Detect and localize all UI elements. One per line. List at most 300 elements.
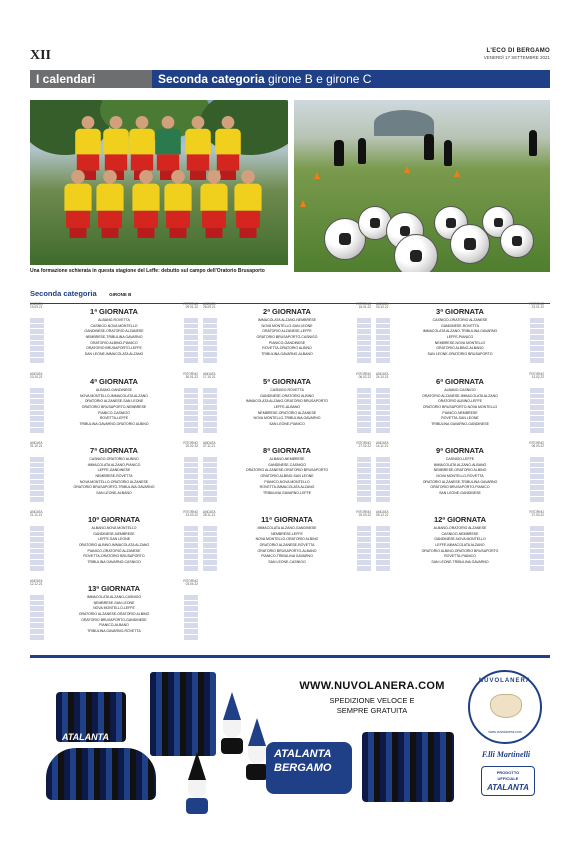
match-row: ORATORIO ALBINO-LEFFE: [437, 399, 483, 404]
match-row: ALBANO-CASNIGO: [444, 388, 476, 392]
ritorno-date: 20.03.22: [358, 513, 371, 518]
match-row: SAN LEONE-IMMACOLATA ALZANO: [84, 352, 144, 357]
official-product-badge: [481, 766, 535, 796]
round-calendar: [376, 373, 544, 433]
advertisement: [30, 655, 550, 815]
match-row: IMMACOLATA ALZANO-TRIBULINA GAVARNO: [422, 329, 498, 334]
gnome-icon: [221, 692, 243, 754]
score-cell-andata: [203, 352, 217, 357]
score-cell-andata: [203, 358, 217, 363]
match-row: ROVETTA-PIANICO: [444, 554, 476, 559]
score-cell-ritorno: [184, 623, 198, 628]
ritorno-date: 27.03.22: [531, 513, 544, 518]
match-row: IMMACOLATA ALZANO-ALBANO: [433, 462, 487, 467]
match-row: ORATORIO BRUSAPORTO-ALBANO: [257, 548, 317, 553]
score-cell-ritorno: [530, 566, 544, 571]
score-cell-ritorno: [530, 341, 544, 346]
training-photo: [294, 100, 550, 272]
andata-date: 03.10.21: [376, 305, 389, 310]
score-cell-andata: [30, 532, 44, 537]
score-cell-ritorno: [184, 612, 198, 617]
match-row: CASNIGO-LEFFE: [445, 457, 475, 461]
ritorno-label: RITORNO: [183, 510, 198, 514]
score-cell-andata: [376, 560, 390, 565]
match-row: CASNIGO-ORATORIO ALBINO: [89, 457, 139, 461]
score-cell-ritorno: [357, 457, 371, 462]
score-cell-ritorno: [184, 329, 198, 334]
round-calendar: [376, 303, 544, 363]
score-cell-andata: [30, 468, 44, 473]
score-cell-andata: [30, 554, 44, 559]
score-cell-andata: [30, 480, 44, 485]
match-row: ORATORIO ALZANESE-SAN LEONE: [84, 399, 144, 404]
score-cell-andata: [203, 549, 217, 554]
round-title: 2ª GIORNATA: [263, 307, 311, 316]
score-cell-andata: [30, 346, 44, 351]
match-row: IMMACOLATA ALZANO-GANDINESE: [257, 526, 317, 530]
andata-label: ANDATA: [203, 510, 216, 514]
score-cell-ritorno: [184, 341, 198, 346]
score-cell-ritorno: [357, 428, 371, 433]
ritorno-label: RITORNO: [183, 372, 198, 376]
score-cell-ritorno: [530, 526, 544, 531]
andata-date: 28.11.21: [203, 513, 216, 518]
match-row: GANDINESE-NOVA MONTELLO: [434, 537, 486, 542]
ritorno-date: 23.01.22: [531, 305, 544, 310]
score-cell-ritorno: [530, 532, 544, 537]
score-cell-andata: [376, 388, 390, 393]
andata-label: ANDATA: [376, 510, 389, 514]
score-cell-ritorno: [184, 635, 198, 640]
round-title: 7ª GIORNATA: [90, 446, 138, 455]
ritorno-label: RITORNO: [183, 441, 198, 445]
match-row: PIANICO-TRIBULINA GAVARNO: [261, 554, 313, 559]
round-calendar: [203, 511, 371, 571]
match-row: ORATORIO ALZANESE-IMMACOLATA ALZANO: [422, 393, 498, 398]
score-cell-ritorno: [357, 485, 371, 490]
andata-date: 12.12.21: [30, 582, 43, 587]
score-cell-andata: [30, 324, 44, 329]
match-row: LEFFE-ALBANO: [273, 405, 301, 410]
ritorno-date: 06.02.22: [358, 375, 371, 380]
score-cell-andata: [376, 474, 390, 479]
match-row: ALBANO-GANDINESE: [96, 388, 132, 392]
match-row: GANDINESE-CASNIGO: [268, 462, 306, 467]
match-row: TRIBULINA GAVARNO-GANDINESE: [431, 422, 489, 427]
score-cell-ritorno: [184, 526, 198, 531]
score-cell-ritorno: [530, 497, 544, 502]
score-cell-ritorno: [184, 318, 198, 323]
score-cell-andata: [203, 388, 217, 393]
score-cell-ritorno: [530, 358, 544, 363]
score-cell-ritorno: [530, 329, 544, 334]
match-row: SAN LEONE-GANDINESE: [439, 491, 481, 496]
score-cell-ritorno: [184, 566, 198, 571]
ritorno-label: RITORNO: [356, 302, 371, 306]
ritorno-date: 20.02.22: [185, 444, 198, 449]
score-cell-ritorno: [357, 537, 371, 542]
score-cell-ritorno: [357, 394, 371, 399]
match-row: ORATORIO ALBINO-ALBANO: [436, 346, 484, 351]
score-cell-ritorno: [357, 497, 371, 502]
score-cell-andata: [30, 497, 44, 502]
ritorno-date: 13.02.22: [531, 375, 544, 380]
andata-date: 31.10.21: [30, 444, 43, 449]
score-cell-ritorno: [357, 532, 371, 537]
score-cell-ritorno: [184, 394, 198, 399]
masthead: [484, 48, 550, 60]
score-cell-andata: [203, 497, 217, 502]
ritorno-date: 06.03.22: [531, 444, 544, 449]
score-cell-ritorno: [184, 606, 198, 611]
score-cell-andata: [30, 428, 44, 433]
score-cell-andata: [30, 405, 44, 410]
score-cell-andata: [30, 416, 44, 421]
score-cell-andata: [203, 491, 217, 496]
match-row: ROVETTA-IMMACOLATA ALZANO: [259, 485, 315, 490]
score-cell-andata: [203, 416, 217, 421]
round-calendar: [30, 511, 198, 571]
score-cell-ritorno: [184, 335, 198, 340]
score-cell-ritorno: [184, 595, 198, 600]
page-number: XII: [30, 48, 52, 63]
round-title: 4ª GIORNATA: [90, 377, 138, 386]
round-calendar: [203, 442, 371, 502]
andata-date: 19.09.21: [30, 305, 43, 310]
match-row: NEMBRESE-LEFFE: [271, 531, 303, 536]
score-cell-ritorno: [184, 618, 198, 623]
score-cell-ritorno: [530, 463, 544, 468]
category-name: Seconda categoria: [30, 289, 97, 298]
logo-name: NUVOLANERA: [478, 678, 532, 684]
round-title: 12ª GIORNATA: [433, 515, 487, 524]
round-title: 1ª GIORNATA: [90, 307, 138, 316]
score-cell-andata: [30, 329, 44, 334]
score-cell-andata: [203, 335, 217, 340]
match-row: NOVA MONTELLO-TRIBULINA GAVARNO: [253, 416, 321, 421]
match-row: ORATORIO ALZANESE-ROVETTA: [259, 543, 315, 548]
match-row: ORATORIO ALZANESE-LEFFE: [262, 329, 312, 334]
score-cell-andata: [376, 324, 390, 329]
score-cell-ritorno: [530, 480, 544, 485]
ad-slogan-line2: SEMPRE GRATUITA: [336, 706, 408, 715]
match-row: IMMACOLATA ALZANO-CASNIGO: [86, 595, 142, 599]
match-row: SAN LEONE-TRIBULINA GAVARNO: [431, 560, 489, 565]
score-cell-ritorno: [357, 468, 371, 473]
score-cell-ritorno: [530, 457, 544, 462]
match-row: ORATORIO BRUSAPORTO-PIANICO: [430, 485, 490, 490]
match-row: ROVETTA-ORATORIO ALBINO: [262, 346, 312, 351]
score-cell-andata: [376, 537, 390, 542]
section-tag: I calendari: [30, 70, 152, 88]
score-cell-andata: [30, 623, 44, 628]
score-cell-ritorno: [530, 411, 544, 416]
match-row: PIANICO-NEMBRESE: [442, 410, 478, 415]
score-cell-andata: [30, 485, 44, 490]
score-cell-ritorno: [530, 399, 544, 404]
match-row: IMMACOLATA ALZANO-PIANICO: [87, 462, 141, 467]
match-row: CASNIGO-ROVETTA: [270, 388, 304, 392]
score-cell-ritorno: [530, 422, 544, 427]
score-cell-andata: [376, 480, 390, 485]
score-cell-andata: [203, 543, 217, 548]
score-cell-ritorno: [357, 491, 371, 496]
ad-slogan-line1: SPEDIZIONE VELOCE E: [329, 696, 415, 705]
score-cell-ritorno: [357, 346, 371, 351]
score-cell-andata: [376, 491, 390, 496]
score-cell-ritorno: [357, 526, 371, 531]
score-cell-andata: [203, 394, 217, 399]
score-cell-andata: [203, 474, 217, 479]
score-cell-ritorno: [530, 543, 544, 548]
score-cell-ritorno: [357, 318, 371, 323]
photo-caption: Una formazione schierata in questa stagione del Leffe: debutto sul campo dell'Oratorio Brusaporto: [30, 268, 265, 274]
score-cell-ritorno: [184, 491, 198, 496]
match-row: ALBANO-NOVA MONTELLO: [91, 526, 137, 530]
match-row: PIANICO-ALBANO: [99, 623, 129, 628]
ritorno-label: RITORNO: [529, 372, 544, 376]
andata-date: 07.11.21: [203, 444, 216, 449]
match-row: TRIBULINA GAVARNO-ORATORIO ALBINO: [79, 422, 149, 427]
score-cell-andata: [203, 428, 217, 433]
score-cell-ritorno: [530, 394, 544, 399]
score-cell-ritorno: [184, 532, 198, 537]
score-cell-ritorno: [184, 405, 198, 410]
andata-label: ANDATA: [376, 441, 389, 445]
score-cell-ritorno: [357, 543, 371, 548]
round-title: 11ª GIORNATA: [261, 515, 313, 524]
match-row: LEFFE-PIANICO: [446, 335, 474, 340]
andata-label: ANDATA: [30, 302, 43, 306]
section-title-rest: girone B e girone C: [264, 72, 372, 86]
ritorno-label: RITORNO: [356, 441, 371, 445]
score-cell-andata: [30, 394, 44, 399]
score-cell-andata: [203, 318, 217, 323]
match-row: PIANICO-GANDINESE: [268, 340, 306, 345]
andata-date: 26.09.21: [203, 305, 216, 310]
round-title: 5ª GIORNATA: [263, 377, 311, 386]
score-cell-ritorno: [357, 388, 371, 393]
score-cell-andata: [203, 480, 217, 485]
score-cell-ritorno: [530, 491, 544, 496]
score-cell-ritorno: [184, 463, 198, 468]
match-row: CASNIGO-NEMBRESE: [441, 531, 479, 536]
score-cell-andata: [203, 411, 217, 416]
score-cell-andata: [376, 318, 390, 323]
match-row: LEFFE-GANDINESE: [97, 468, 131, 473]
match-row: TRIBULINA GAVARNO-LEFFE: [262, 491, 312, 496]
score-cell-andata: [376, 346, 390, 351]
score-cell-ritorno: [530, 428, 544, 433]
score-cell-andata: [203, 341, 217, 346]
score-cell-ritorno: [184, 560, 198, 565]
match-row: ALBANO-ORATORIO ALZANESE: [433, 526, 487, 530]
score-cell-andata: [376, 335, 390, 340]
ritorno-date: 27.02.22: [358, 444, 371, 449]
score-cell-ritorno: [530, 352, 544, 357]
score-cell-ritorno: [530, 335, 544, 340]
blanket-icon: [150, 672, 216, 756]
ad-website: WWW.NUVOLANERA.COM: [299, 680, 445, 692]
ad-box: [36, 662, 544, 815]
match-row: ORATORIO BRUSAPORTO-NOVA MONTELLO: [422, 405, 498, 410]
match-row: NOVA MONTELLO-ORATORIO ALZANESE: [79, 479, 149, 484]
ritorno-date: 09.01.22: [185, 305, 198, 310]
match-row: ORATORIO ALBINO-PIANICO: [90, 340, 138, 345]
round-calendar: [203, 373, 371, 433]
round-title: 8ª GIORNATA: [263, 446, 311, 455]
andata-label: ANDATA: [376, 302, 389, 306]
andata-date: 10.10.21: [30, 375, 43, 380]
score-cell-ritorno: [357, 463, 371, 468]
score-cell-andata: [30, 526, 44, 531]
round-title: 13ª GIORNATA: [87, 584, 141, 593]
score-cell-andata: [376, 526, 390, 531]
score-cell-andata: [30, 635, 44, 640]
match-row: ORATORIO ALBINO-SAN LEONE: [260, 474, 314, 479]
match-row: ROVETTA-ORATORIO BRUSAPORTO: [83, 554, 145, 559]
score-cell-ritorno: [184, 549, 198, 554]
score-cell-andata: [30, 560, 44, 565]
category-group: GIRONE B: [109, 292, 132, 297]
ritorno-label: RITORNO: [529, 510, 544, 514]
round-calendar: [30, 373, 198, 433]
towel-icon: [362, 732, 454, 802]
match-row: SAN LEONE-PIANICO: [269, 422, 305, 427]
match-row: SAN LEONE-ALBANO: [96, 491, 132, 496]
score-cell-andata: [30, 566, 44, 571]
score-cell-ritorno: [357, 560, 371, 565]
newspaper-name: L'ECO DI BERGAMO: [486, 48, 550, 54]
round-calendar: [30, 442, 198, 502]
andata-date: 17.10.21: [203, 375, 216, 380]
score-cell-ritorno: [184, 399, 198, 404]
section-title: [152, 70, 550, 88]
match-row: ORATORIO BRUSAPORTO-CASNIGO: [256, 335, 318, 340]
round-title: 3ª GIORNATA: [436, 307, 484, 316]
badge-line2: UFFICIALE: [497, 776, 519, 781]
score-cell-andata: [376, 394, 390, 399]
score-cell-andata: [376, 416, 390, 421]
score-cell-andata: [376, 566, 390, 571]
score-cell-ritorno: [530, 346, 544, 351]
round-calendar: [30, 580, 198, 640]
andata-date: 05.12.21: [376, 513, 389, 518]
score-cell-ritorno: [530, 560, 544, 565]
match-row: NEMBRESE-ORATORIO ALBINO: [433, 468, 487, 473]
match-row: NEMBRESE-ORATORIO ALZANESE: [257, 410, 317, 415]
score-cell-ritorno: [184, 457, 198, 462]
match-row: CASNIGO-ORATORIO ALZANESE: [432, 318, 488, 322]
andata-label: ANDATA: [30, 579, 43, 583]
ritorno-label: RITORNO: [529, 441, 544, 445]
match-row: NOVA MONTELLO-LEFFE: [93, 606, 135, 611]
section-header: [30, 70, 550, 88]
match-row: ORATORIO BRUSAPORTO-TRIBULINA GAVARNO: [73, 485, 155, 490]
team-photo: [30, 100, 288, 265]
score-cell-ritorno: [184, 629, 198, 634]
match-row: TRIBULINA GAVARNO-ALBANO: [261, 352, 313, 357]
match-row: NOVA MONTELLO-SAN LEONE: [261, 323, 313, 328]
score-cell-ritorno: [530, 474, 544, 479]
gnome-small-icon: [246, 718, 268, 780]
score-cell-ritorno: [184, 601, 198, 606]
score-cell-ritorno: [357, 358, 371, 363]
score-cell-andata: [203, 485, 217, 490]
score-cell-ritorno: [357, 566, 371, 571]
score-cell-andata: [376, 532, 390, 537]
match-row: GANDINESE-ORATORIO ALZANESE: [84, 329, 144, 334]
score-cell-ritorno: [357, 405, 371, 410]
badge-line1: PRODOTTO: [496, 770, 520, 775]
match-row: ORATORIO ALZANESE-ORATORIO BRUSAPORTO: [245, 468, 329, 473]
match-row: LEFFE-IMMACOLATA ALZANO: [435, 543, 485, 548]
ritorno-date: 03.04.22: [185, 582, 198, 587]
score-cell-ritorno: [184, 554, 198, 559]
score-cell-ritorno: [184, 468, 198, 473]
ritorno-label: RITORNO: [183, 579, 198, 583]
round-title: 9ª GIORNATA: [436, 446, 484, 455]
score-cell-ritorno: [357, 554, 371, 559]
score-cell-andata: [376, 352, 390, 357]
score-cell-andata: [376, 411, 390, 416]
score-cell-andata: [376, 329, 390, 334]
hands-icon: [490, 694, 522, 718]
match-row: IMMACOLATA ALZANO-ORATORIO BRUSAPORTO: [245, 399, 329, 404]
score-cell-ritorno: [530, 485, 544, 490]
match-row: ORATORIO ALBINO-ORATORIO BRUSAPORTO: [421, 548, 499, 553]
score-cell-andata: [203, 457, 217, 462]
score-cell-ritorno: [357, 399, 371, 404]
score-cell-andata: [203, 463, 217, 468]
score-cell-ritorno: [184, 543, 198, 548]
match-row: GANDINESE-ROVETTA: [440, 323, 480, 328]
score-cell-ritorno: [357, 549, 371, 554]
match-row: CASNIGO-NOVA MONTELLO: [90, 323, 138, 328]
match-row: TRIBULINA GAVARNO-CASNIGO: [87, 560, 141, 565]
score-cell-andata: [30, 422, 44, 427]
match-row: NOVA MONTELLO-ORATORIO ALBINO: [255, 537, 319, 542]
ritorno-label: RITORNO: [529, 302, 544, 306]
score-cell-andata: [30, 537, 44, 542]
match-row: ORATORIO BRUSAPORTO-GANDINESE: [81, 617, 147, 622]
score-cell-ritorno: [530, 318, 544, 323]
score-cell-andata: [376, 341, 390, 346]
andata-date: 14.11.21: [376, 444, 389, 449]
andata-label: ANDATA: [203, 441, 216, 445]
round-calendar: [203, 303, 371, 363]
andata-date: 24.10.21: [376, 375, 389, 380]
round-title: 6ª GIORNATA: [436, 377, 484, 386]
score-cell-andata: [376, 463, 390, 468]
round-title: 10ª GIORNATA: [87, 515, 141, 524]
score-cell-ritorno: [184, 428, 198, 433]
ritorno-date: 30.01.22: [185, 375, 198, 380]
score-cell-ritorno: [184, 422, 198, 427]
match-row: IMMACOLATA ALZANO-NEMBRESE: [257, 318, 317, 322]
category-header: [30, 283, 550, 304]
match-row: NEMBRESE-TRIBULINA GAVARNO: [85, 335, 143, 340]
score-cell-andata: [30, 549, 44, 554]
score-cell-andata: [376, 554, 390, 559]
match-row: NEMBRESE-ROVETTA: [95, 474, 133, 479]
andata-label: ANDATA: [203, 372, 216, 376]
andata-label: ANDATA: [203, 302, 216, 306]
score-cell-ritorno: [357, 335, 371, 340]
merch-label-2: BERGAMO: [274, 762, 332, 774]
section-title-bold: Seconda categoria: [158, 72, 265, 86]
match-row: ORATORIO BRUSAPORTO-NEMBRESE: [81, 405, 147, 410]
